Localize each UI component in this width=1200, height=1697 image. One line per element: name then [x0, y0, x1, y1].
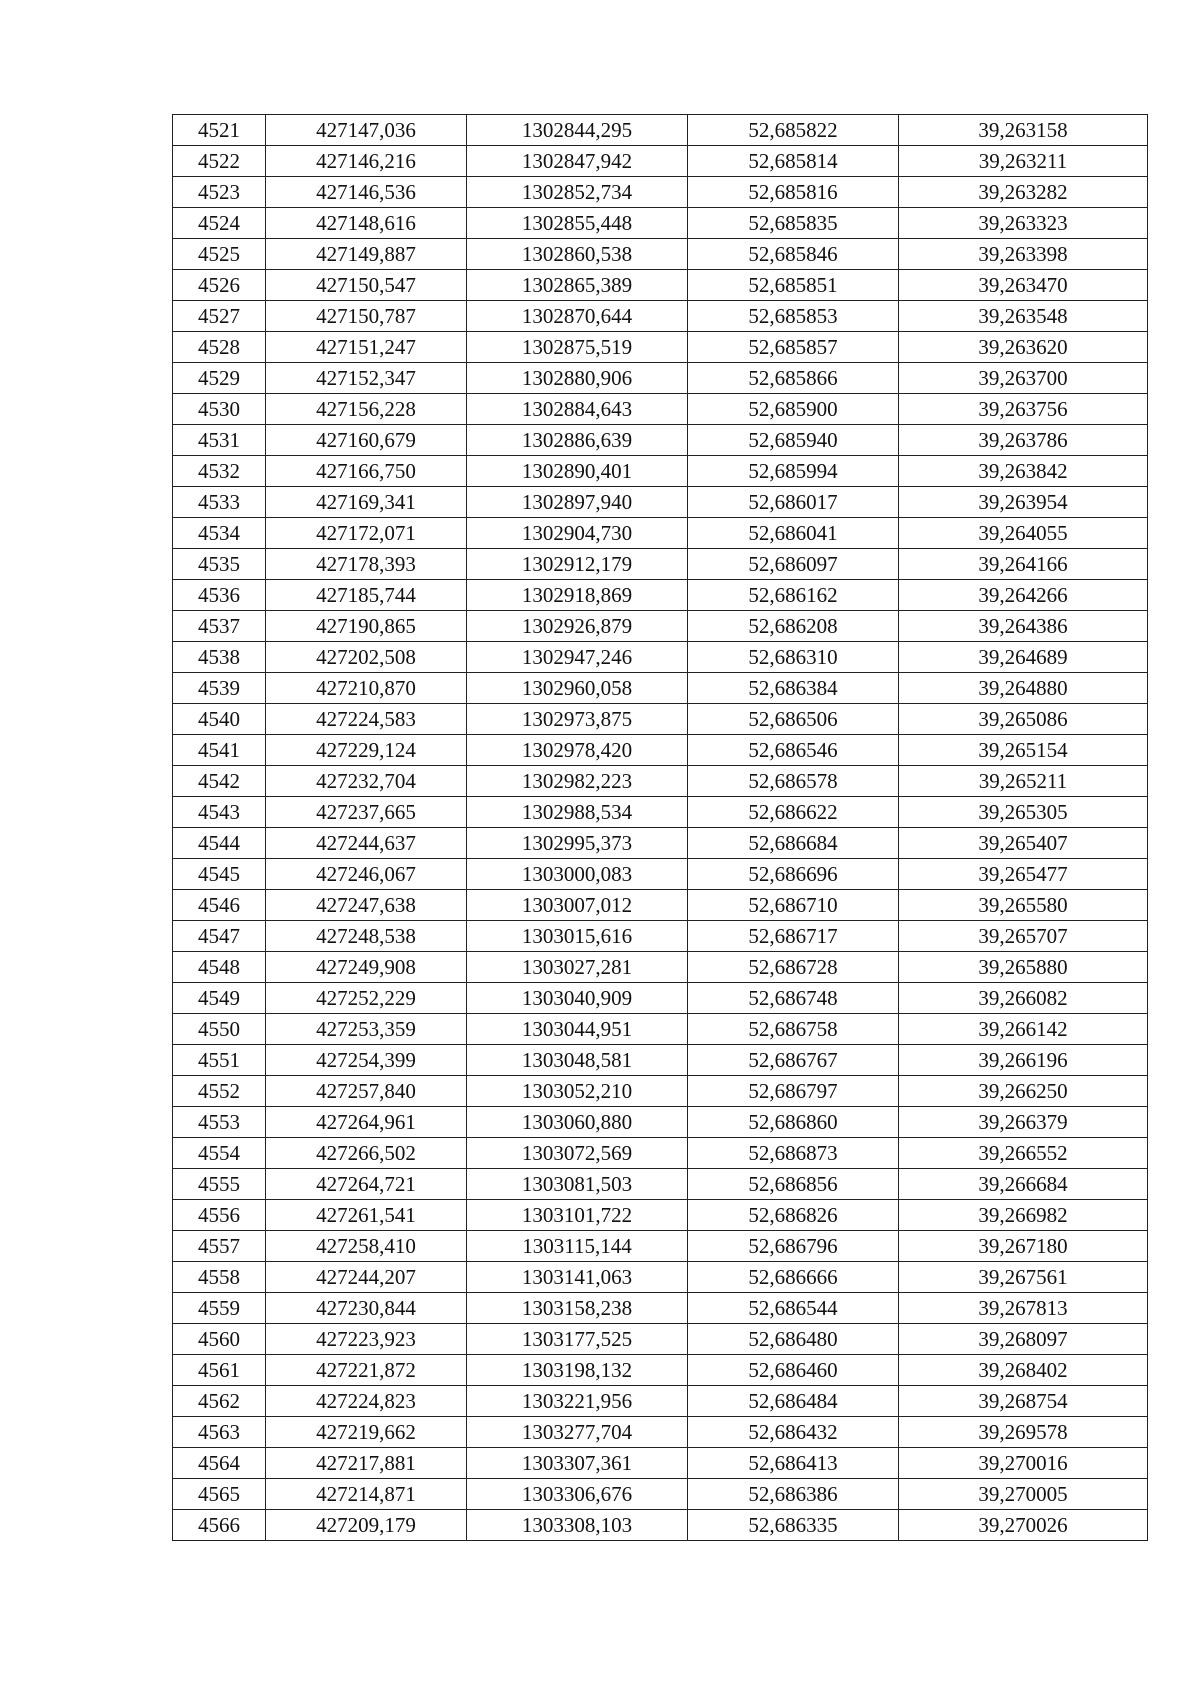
x-coordinate-cell: 427169,341 — [266, 487, 467, 518]
point-number-cell: 4542 — [173, 766, 266, 797]
table-row — [173, 1076, 1148, 1107]
point-number-cell: 4524 — [173, 208, 266, 239]
point-number-cell: 4526 — [173, 270, 266, 301]
x-coordinate-cell: 427210,870 — [266, 673, 467, 704]
x-coordinate-cell: 427244,637 — [266, 828, 467, 859]
x-coordinate-cell: 427148,616 — [266, 208, 467, 239]
x-coordinate-cell: 427244,207 — [266, 1262, 467, 1293]
longitude-cell: 39,268097 — [899, 1324, 1148, 1355]
table-row — [173, 1293, 1148, 1324]
y-coordinate-cell: 1303198,132 — [467, 1355, 688, 1386]
point-number-cell: 4549 — [173, 983, 266, 1014]
y-coordinate-cell: 1303115,144 — [467, 1231, 688, 1262]
x-coordinate-cell: 427253,359 — [266, 1014, 467, 1045]
longitude-cell: 39,266196 — [899, 1045, 1148, 1076]
x-coordinate-cell: 427237,665 — [266, 797, 467, 828]
point-number-cell: 4529 — [173, 363, 266, 394]
table-row — [173, 1355, 1148, 1386]
x-coordinate-cell: 427229,124 — [266, 735, 467, 766]
y-coordinate-cell: 1302844,295 — [467, 115, 688, 146]
y-coordinate-cell: 1302886,639 — [467, 425, 688, 456]
longitude-cell: 39,265880 — [899, 952, 1148, 983]
x-coordinate-cell: 427223,923 — [266, 1324, 467, 1355]
longitude-cell: 39,263954 — [899, 487, 1148, 518]
point-number-cell: 4521 — [173, 115, 266, 146]
point-number-cell: 4560 — [173, 1324, 266, 1355]
x-coordinate-cell: 427166,750 — [266, 456, 467, 487]
table-row — [173, 1448, 1148, 1479]
x-coordinate-cell: 427156,228 — [266, 394, 467, 425]
x-coordinate-cell: 427185,744 — [266, 580, 467, 611]
x-coordinate-cell: 427264,961 — [266, 1107, 467, 1138]
table-row — [173, 921, 1148, 952]
longitude-cell: 39,263786 — [899, 425, 1148, 456]
longitude-cell: 39,270005 — [899, 1479, 1148, 1510]
x-coordinate-cell: 427252,229 — [266, 983, 467, 1014]
latitude-cell: 52,686484 — [688, 1386, 899, 1417]
x-coordinate-cell: 427266,502 — [266, 1138, 467, 1169]
x-coordinate-cell: 427202,508 — [266, 642, 467, 673]
table-row — [173, 425, 1148, 456]
y-coordinate-cell: 1302982,223 — [467, 766, 688, 797]
longitude-cell: 39,265707 — [899, 921, 1148, 952]
y-coordinate-cell: 1302884,643 — [467, 394, 688, 425]
x-coordinate-cell: 427247,638 — [266, 890, 467, 921]
latitude-cell: 52,686310 — [688, 642, 899, 673]
x-coordinate-cell: 427217,881 — [266, 1448, 467, 1479]
longitude-cell: 39,266250 — [899, 1076, 1148, 1107]
latitude-cell: 52,686873 — [688, 1138, 899, 1169]
y-coordinate-cell: 1303101,722 — [467, 1200, 688, 1231]
longitude-cell: 39,270016 — [899, 1448, 1148, 1479]
latitude-cell: 52,686578 — [688, 766, 899, 797]
latitude-cell: 52,686728 — [688, 952, 899, 983]
x-coordinate-cell: 427190,865 — [266, 611, 467, 642]
latitude-cell: 52,686717 — [688, 921, 899, 952]
x-coordinate-cell: 427246,067 — [266, 859, 467, 890]
table-row — [173, 1107, 1148, 1138]
x-coordinate-cell: 427150,787 — [266, 301, 467, 332]
x-coordinate-cell: 427172,071 — [266, 518, 467, 549]
longitude-cell: 39,265580 — [899, 890, 1148, 921]
latitude-cell: 52,685994 — [688, 456, 899, 487]
table-row — [173, 1262, 1148, 1293]
y-coordinate-cell: 1303306,676 — [467, 1479, 688, 1510]
latitude-cell: 52,685866 — [688, 363, 899, 394]
table-row — [173, 580, 1148, 611]
point-number-cell: 4554 — [173, 1138, 266, 1169]
y-coordinate-cell: 1302912,179 — [467, 549, 688, 580]
longitude-cell: 39,268402 — [899, 1355, 1148, 1386]
point-number-cell: 4528 — [173, 332, 266, 363]
y-coordinate-cell: 1302988,534 — [467, 797, 688, 828]
x-coordinate-cell: 427209,179 — [266, 1510, 467, 1541]
longitude-cell: 39,265407 — [899, 828, 1148, 859]
x-coordinate-cell: 427257,840 — [266, 1076, 467, 1107]
longitude-cell: 39,263282 — [899, 177, 1148, 208]
point-number-cell: 4538 — [173, 642, 266, 673]
x-coordinate-cell: 427146,216 — [266, 146, 467, 177]
point-number-cell: 4540 — [173, 704, 266, 735]
latitude-cell: 52,686506 — [688, 704, 899, 735]
coordinates-table-body — [173, 115, 1148, 1541]
point-number-cell: 4553 — [173, 1107, 266, 1138]
point-number-cell: 4536 — [173, 580, 266, 611]
y-coordinate-cell: 1302947,246 — [467, 642, 688, 673]
latitude-cell: 52,685857 — [688, 332, 899, 363]
latitude-cell: 52,685816 — [688, 177, 899, 208]
latitude-cell: 52,686384 — [688, 673, 899, 704]
y-coordinate-cell: 1302918,869 — [467, 580, 688, 611]
point-number-cell: 4547 — [173, 921, 266, 952]
longitude-cell: 39,264386 — [899, 611, 1148, 642]
x-coordinate-cell: 427151,247 — [266, 332, 467, 363]
latitude-cell: 52,686767 — [688, 1045, 899, 1076]
longitude-cell: 39,263756 — [899, 394, 1148, 425]
x-coordinate-cell: 427224,823 — [266, 1386, 467, 1417]
latitude-cell: 52,686460 — [688, 1355, 899, 1386]
table-row — [173, 797, 1148, 828]
table-row — [173, 487, 1148, 518]
longitude-cell: 39,266082 — [899, 983, 1148, 1014]
longitude-cell: 39,270026 — [899, 1510, 1148, 1541]
longitude-cell: 39,263470 — [899, 270, 1148, 301]
latitude-cell: 52,686386 — [688, 1479, 899, 1510]
point-number-cell: 4564 — [173, 1448, 266, 1479]
longitude-cell: 39,266552 — [899, 1138, 1148, 1169]
point-number-cell: 4558 — [173, 1262, 266, 1293]
y-coordinate-cell: 1303221,956 — [467, 1386, 688, 1417]
longitude-cell: 39,263548 — [899, 301, 1148, 332]
latitude-cell: 52,685835 — [688, 208, 899, 239]
point-number-cell: 4555 — [173, 1169, 266, 1200]
latitude-cell: 52,686856 — [688, 1169, 899, 1200]
table-row — [173, 146, 1148, 177]
y-coordinate-cell: 1303048,581 — [467, 1045, 688, 1076]
table-row — [173, 1510, 1148, 1541]
table-row — [173, 1479, 1148, 1510]
latitude-cell: 52,686797 — [688, 1076, 899, 1107]
table-row — [173, 394, 1148, 425]
table-row — [173, 1045, 1148, 1076]
longitude-cell: 39,263842 — [899, 456, 1148, 487]
longitude-cell: 39,264689 — [899, 642, 1148, 673]
longitude-cell: 39,263211 — [899, 146, 1148, 177]
y-coordinate-cell: 1302926,879 — [467, 611, 688, 642]
table-row — [173, 1231, 1148, 1262]
y-coordinate-cell: 1302973,875 — [467, 704, 688, 735]
y-coordinate-cell: 1303177,525 — [467, 1324, 688, 1355]
table-row — [173, 518, 1148, 549]
point-number-cell: 4532 — [173, 456, 266, 487]
latitude-cell: 52,686546 — [688, 735, 899, 766]
table-row — [173, 1324, 1148, 1355]
table-row — [173, 1417, 1148, 1448]
longitude-cell: 39,265305 — [899, 797, 1148, 828]
longitude-cell: 39,263700 — [899, 363, 1148, 394]
x-coordinate-cell: 427224,583 — [266, 704, 467, 735]
point-number-cell: 4523 — [173, 177, 266, 208]
longitude-cell: 39,264880 — [899, 673, 1148, 704]
y-coordinate-cell: 1302847,942 — [467, 146, 688, 177]
point-number-cell: 4533 — [173, 487, 266, 518]
longitude-cell: 39,266684 — [899, 1169, 1148, 1200]
point-number-cell: 4531 — [173, 425, 266, 456]
point-number-cell: 4548 — [173, 952, 266, 983]
longitude-cell: 39,263398 — [899, 239, 1148, 270]
table-row — [173, 1200, 1148, 1231]
latitude-cell: 52,686666 — [688, 1262, 899, 1293]
table-row — [173, 239, 1148, 270]
longitude-cell: 39,264166 — [899, 549, 1148, 580]
y-coordinate-cell: 1303000,083 — [467, 859, 688, 890]
x-coordinate-cell: 427147,036 — [266, 115, 467, 146]
point-number-cell: 4525 — [173, 239, 266, 270]
x-coordinate-cell: 427221,872 — [266, 1355, 467, 1386]
longitude-cell: 39,263323 — [899, 208, 1148, 239]
latitude-cell: 52,686480 — [688, 1324, 899, 1355]
y-coordinate-cell: 1303007,012 — [467, 890, 688, 921]
latitude-cell: 52,686622 — [688, 797, 899, 828]
y-coordinate-cell: 1302855,448 — [467, 208, 688, 239]
y-coordinate-cell: 1303052,210 — [467, 1076, 688, 1107]
y-coordinate-cell: 1303072,569 — [467, 1138, 688, 1169]
table-row — [173, 735, 1148, 766]
longitude-cell: 39,266379 — [899, 1107, 1148, 1138]
table-row — [173, 828, 1148, 859]
point-number-cell: 4561 — [173, 1355, 266, 1386]
y-coordinate-cell: 1302880,906 — [467, 363, 688, 394]
table-row — [173, 177, 1148, 208]
point-number-cell: 4566 — [173, 1510, 266, 1541]
x-coordinate-cell: 427258,410 — [266, 1231, 467, 1262]
y-coordinate-cell: 1303060,880 — [467, 1107, 688, 1138]
y-coordinate-cell: 1303040,909 — [467, 983, 688, 1014]
x-coordinate-cell: 427152,347 — [266, 363, 467, 394]
point-number-cell: 4552 — [173, 1076, 266, 1107]
point-number-cell: 4537 — [173, 611, 266, 642]
table-row — [173, 332, 1148, 363]
latitude-cell: 52,686696 — [688, 859, 899, 890]
point-number-cell: 4541 — [173, 735, 266, 766]
x-coordinate-cell: 427264,721 — [266, 1169, 467, 1200]
point-number-cell: 4562 — [173, 1386, 266, 1417]
y-coordinate-cell: 1303081,503 — [467, 1169, 688, 1200]
latitude-cell: 52,686710 — [688, 890, 899, 921]
y-coordinate-cell: 1302904,730 — [467, 518, 688, 549]
latitude-cell: 52,685822 — [688, 115, 899, 146]
longitude-cell: 39,266982 — [899, 1200, 1148, 1231]
table-row — [173, 208, 1148, 239]
point-number-cell: 4543 — [173, 797, 266, 828]
y-coordinate-cell: 1302960,058 — [467, 673, 688, 704]
latitude-cell: 52,686826 — [688, 1200, 899, 1231]
x-coordinate-cell: 427178,393 — [266, 549, 467, 580]
point-number-cell: 4563 — [173, 1417, 266, 1448]
longitude-cell: 39,263158 — [899, 115, 1148, 146]
x-coordinate-cell: 427146,536 — [266, 177, 467, 208]
latitude-cell: 52,685900 — [688, 394, 899, 425]
latitude-cell: 52,686208 — [688, 611, 899, 642]
longitude-cell: 39,267561 — [899, 1262, 1148, 1293]
point-number-cell: 4527 — [173, 301, 266, 332]
point-number-cell: 4550 — [173, 1014, 266, 1045]
y-coordinate-cell: 1303308,103 — [467, 1510, 688, 1541]
point-number-cell: 4551 — [173, 1045, 266, 1076]
y-coordinate-cell: 1302890,401 — [467, 456, 688, 487]
table-row — [173, 363, 1148, 394]
y-coordinate-cell: 1303141,063 — [467, 1262, 688, 1293]
longitude-cell: 39,268754 — [899, 1386, 1148, 1417]
longitude-cell: 39,267180 — [899, 1231, 1148, 1262]
table-row — [173, 952, 1148, 983]
y-coordinate-cell: 1303307,361 — [467, 1448, 688, 1479]
point-number-cell: 4557 — [173, 1231, 266, 1262]
table-row — [173, 890, 1148, 921]
latitude-cell: 52,686432 — [688, 1417, 899, 1448]
x-coordinate-cell: 427249,908 — [266, 952, 467, 983]
point-number-cell: 4539 — [173, 673, 266, 704]
table-row — [173, 115, 1148, 146]
point-number-cell: 4534 — [173, 518, 266, 549]
longitude-cell: 39,265211 — [899, 766, 1148, 797]
table-row — [173, 673, 1148, 704]
point-number-cell: 4556 — [173, 1200, 266, 1231]
point-number-cell: 4544 — [173, 828, 266, 859]
point-number-cell: 4546 — [173, 890, 266, 921]
x-coordinate-cell: 427149,887 — [266, 239, 467, 270]
latitude-cell: 52,686544 — [688, 1293, 899, 1324]
latitude-cell: 52,686860 — [688, 1107, 899, 1138]
y-coordinate-cell: 1302865,389 — [467, 270, 688, 301]
latitude-cell: 52,686758 — [688, 1014, 899, 1045]
y-coordinate-cell: 1302875,519 — [467, 332, 688, 363]
y-coordinate-cell: 1303044,951 — [467, 1014, 688, 1045]
x-coordinate-cell: 427254,399 — [266, 1045, 467, 1076]
table-row — [173, 859, 1148, 890]
x-coordinate-cell: 427219,662 — [266, 1417, 467, 1448]
latitude-cell: 52,686017 — [688, 487, 899, 518]
longitude-cell: 39,265154 — [899, 735, 1148, 766]
y-coordinate-cell: 1302978,420 — [467, 735, 688, 766]
x-coordinate-cell: 427232,704 — [266, 766, 467, 797]
y-coordinate-cell: 1302852,734 — [467, 177, 688, 208]
point-number-cell: 4559 — [173, 1293, 266, 1324]
y-coordinate-cell: 1302870,644 — [467, 301, 688, 332]
latitude-cell: 52,685814 — [688, 146, 899, 177]
y-coordinate-cell: 1302995,373 — [467, 828, 688, 859]
y-coordinate-cell: 1303277,704 — [467, 1417, 688, 1448]
table-row — [173, 611, 1148, 642]
point-number-cell: 4565 — [173, 1479, 266, 1510]
latitude-cell: 52,686748 — [688, 983, 899, 1014]
longitude-cell: 39,264055 — [899, 518, 1148, 549]
latitude-cell: 52,685846 — [688, 239, 899, 270]
table-row — [173, 983, 1148, 1014]
x-coordinate-cell: 427230,844 — [266, 1293, 467, 1324]
longitude-cell: 39,269578 — [899, 1417, 1148, 1448]
latitude-cell: 52,686413 — [688, 1448, 899, 1479]
x-coordinate-cell: 427261,541 — [266, 1200, 467, 1231]
table-row — [173, 549, 1148, 580]
table-row — [173, 1386, 1148, 1417]
point-number-cell: 4530 — [173, 394, 266, 425]
table-row — [173, 766, 1148, 797]
latitude-cell: 52,685940 — [688, 425, 899, 456]
latitude-cell: 52,685853 — [688, 301, 899, 332]
table-row — [173, 1169, 1148, 1200]
x-coordinate-cell: 427150,547 — [266, 270, 467, 301]
y-coordinate-cell: 1302860,538 — [467, 239, 688, 270]
longitude-cell: 39,264266 — [899, 580, 1148, 611]
table-row — [173, 704, 1148, 735]
latitude-cell: 52,686684 — [688, 828, 899, 859]
latitude-cell: 52,685851 — [688, 270, 899, 301]
table-row — [173, 1138, 1148, 1169]
x-coordinate-cell: 427160,679 — [266, 425, 467, 456]
y-coordinate-cell: 1303015,616 — [467, 921, 688, 952]
y-coordinate-cell: 1303158,238 — [467, 1293, 688, 1324]
point-number-cell: 4545 — [173, 859, 266, 890]
y-coordinate-cell: 1303027,281 — [467, 952, 688, 983]
table-row — [173, 1014, 1148, 1045]
x-coordinate-cell: 427214,871 — [266, 1479, 467, 1510]
longitude-cell: 39,267813 — [899, 1293, 1148, 1324]
longitude-cell: 39,265086 — [899, 704, 1148, 735]
latitude-cell: 52,686097 — [688, 549, 899, 580]
longitude-cell: 39,266142 — [899, 1014, 1148, 1045]
coordinates-table — [172, 114, 1148, 1541]
latitude-cell: 52,686796 — [688, 1231, 899, 1262]
latitude-cell: 52,686041 — [688, 518, 899, 549]
table-row — [173, 301, 1148, 332]
point-number-cell: 4535 — [173, 549, 266, 580]
point-number-cell: 4522 — [173, 146, 266, 177]
longitude-cell: 39,263620 — [899, 332, 1148, 363]
table-row — [173, 642, 1148, 673]
x-coordinate-cell: 427248,538 — [266, 921, 467, 952]
latitude-cell: 52,686335 — [688, 1510, 899, 1541]
table-row — [173, 270, 1148, 301]
table-row — [173, 456, 1148, 487]
longitude-cell: 39,265477 — [899, 859, 1148, 890]
latitude-cell: 52,686162 — [688, 580, 899, 611]
y-coordinate-cell: 1302897,940 — [467, 487, 688, 518]
